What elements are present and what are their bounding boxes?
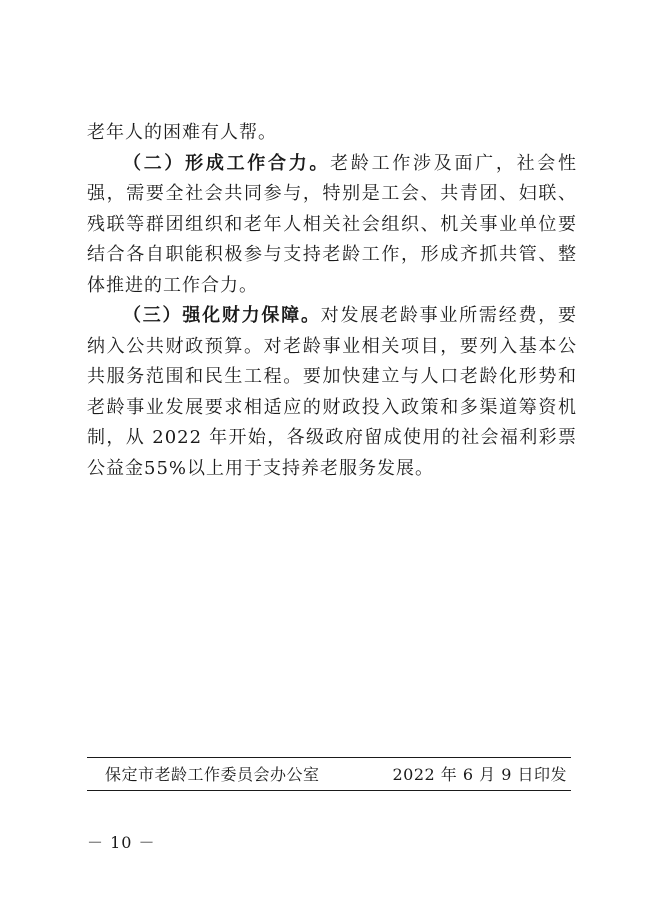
paragraph-continuation	[87, 118, 577, 149]
colophon	[87, 762, 571, 788]
page-number: － 10 －	[87, 833, 156, 852]
print-date: 2022 年 6 月 9 日印发	[392, 765, 567, 784]
paragraph-form-work-synergy	[87, 149, 577, 302]
footer-bottom-rule	[87, 790, 571, 791]
issuer-label: 保定市老龄工作委员会办公室	[105, 765, 320, 784]
paragraph-text: 对发展老龄事业所需经费，要纳入公共财政预算。对老龄事业相关项目，要列入基本公共服务范围和民生工程。要加快建立与人口老龄化形势和老龄事业发展要求相适应的财政投入政策和多渠道筹资机制，从 2022 年开始，各级政府留成使用的社会福利彩票公益金55%以上用于支持养老服务发展。	[87, 305, 578, 479]
paragraph-text: 老龄工作涉及面广，社会性强，需要全社会共同参与，特别是工会、共青团、妇联、残联等群团组织和老年人相关社会组织、机关事业单位要结合各自职能积极参与支持老龄工作，形成齐抓共管、整体推进的工作合力。	[87, 152, 578, 296]
paragraph-financial-guarantee	[87, 301, 577, 484]
section-heading: （三）强化财力保障。	[123, 305, 321, 326]
footer-top-rule	[87, 757, 571, 758]
section-heading: （二）形成工作合力。	[123, 152, 331, 174]
body-text	[87, 118, 577, 484]
paragraph-text: 老年人的困难有人帮。	[87, 122, 277, 143]
